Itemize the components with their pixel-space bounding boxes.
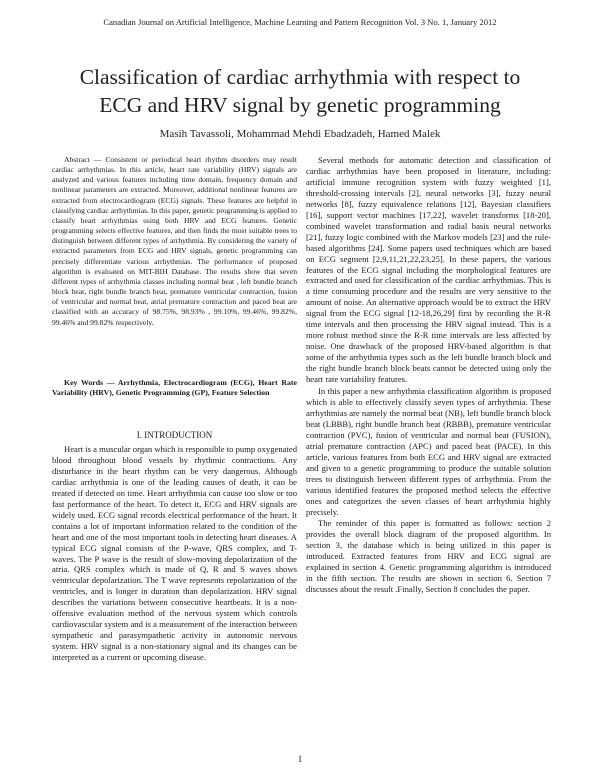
related-work-paragraph: Several methods for automatic detection and classification of cardiac arrhythmias have been proposed in literature, including: artificial immune recognition system with fuzzy weighted [1], threshold-crossing intervals [2], neural networks [3], fuzzy neural networks [8], fuzzy equivalence relations [12], Bayesian classifiers [16], support vector machines [17,22], wavelet transforms [18-20], combined wavelet transformation and radial basis neural networks [21], fuzzy logic combined with the Markov models [23] and the rule-based algorithms [24]. Some papers used techniques which are based on ECG segment [2,9,11,21,22,23,25]. In these papers, the various features of the ECG signal including the morphological features are extracted and used for classification of the cardiac arrhythmias. This is a time consuming procedure and the results are very sensitive to the amount of noise. An alternative approach would be to extract the HRV signal from the ECG signal [12-18,26,29] first by recording the R-R time intervals and then processing the HRV signal instead. This is a more robust method since the R-R time intervals are less affected by noise. One drawback of the proposed HRV-based algorithm is that some of the arrhythmia types such as the left bundle branch block and the right bundle branch block beats cannot be detected using only the heart rate variability features. — [306, 155, 551, 385]
abstract: Abstract — Consistent or periodical heart rhythm disorders may result cardiac arrhythmias. In this article, heart rate variability (HRV) signals are analyzed and various features including time domain, frequency domain and nonlinear parameters are extracted. Moreover, additional nonlinear features are extracted from electrocardiogram (ECG) signals. These features are helpful in classifying cardiac arrhythmias. In this paper, genetic programming is applied to classify heart arrhythmias using both HRV and ECG features. Genetic programming selects effective features, and then finds the most suitable trees to distinguish between different types of arrhythmia. By considering the variety of extracted parameters from ECG and HRV signals, genetic programming can precisely differentiate various arrhythmias. The performance of proposed algorithm is evaluated on MIT-BIH Database. The results show that seven different types of arrhythmia classes including normal beat , left bundle branch block beat, right bundle branch beat, premature ventricular contraction, fusion of ventricular and normal beat, atrial premature contraction and paced beat are classified with an accuracy of 98.75%, 98.93% , 99.10%, 99.46%, 99.82%, 99.46% and 99.82% respectively. — [52, 155, 297, 327]
paper-title — [40, 63, 560, 119]
left-column — [52, 155, 297, 663]
running-head: Canadian Journal on Artificial Intelligence, Machine Learning and Pattern Recognition Vol. 3 No. 1, January 2012 — [103, 17, 497, 27]
right-column — [306, 155, 551, 596]
proposed-method-paragraph: In this paper a new arrhythmia classification algorithm is proposed which is able to effectively classify seven types of arrhythmia. These arrhythmias are namely the normal beat (NB), left bundle branch block beat (LBBB), right bundle branch beat (RBBB), premature ventricular contraction (PVC), fusion of ventricular and normal beat (FUSION), atrial premature contraction (APC) and paced beat (PACE). In this article, various features from both ECG and HRV signal are extracted and given to a genetic programming to produce the suitable solution trees to distinguish between different types of arrhythmia. From the various identified features the proposed method selects the effective ones and categorizes the seven classes of heart arrhythmia highly precisely. — [306, 386, 551, 517]
title-line-1: Classification of cardiac arrhythmia with respect to — [79, 65, 521, 89]
page-number: 1 — [297, 754, 303, 764]
paper-outline-paragraph: The reminder of this paper is formatted as follows: section 2 provides the overall block diagram of the proposed algorithm. In section 3, the database which is being utilized in this paper is introduced. Extracted features from HRV and ECG signal are explained in section 4. Genetic programming algorithm is introduced in the fifth section. The results are shown in section 6. Section 7 discusses about the result .Finally, Section 8 concludes the paper. — [306, 518, 551, 595]
authors: Masih Tavassoli, Mohammad Mehdi Ebadzadeh, Hamed Malek — [159, 128, 441, 140]
title-line-2: ECG and HRV signal by genetic programming — [99, 93, 501, 117]
intro-paragraph: Heart is a muscular organ which is responsible to pump oxygenated blood throughout blood vessels by rhythmic contractions. Any disturbance in the heart rhythm can be very dangerous. Although cardiac arrhythmia is one of the leading causes of death, it can be treated if detected on time. Heart arrhythmia can cause too slow or too fast performance of the heart. To detect it, ECG and HRV signals are widely used. ECG signal records electrical performance of the heart. It contains a lot of important information related to the condition of the heart and one of the most important tools in detecting heart diseases. A typical ECG signal consists of the P-wave, QRS complex, and T-waves. The P wave is the result of slow-moving depolarization of the atria. QRS complex which is made of Q, R and S waves shows ventricular depolarization. The T wave represents repolarization of the ventricles, and is longer in duration than depolarization. HRV signal describes the variations between consecutive heartbeats. It is a non-offensive evaluation method of the nervous system which controls cardiovascular system and is a measurement of the interaction between sympathetic and parasympathetic activity in autonomic nervous system. HRV signal is a non-stationary signal and its changes can be interpreted as a current or upcoming disease. — [52, 444, 297, 663]
section-heading-introduction: I. INTRODUCTION — [136, 430, 213, 440]
keywords: Key Words — Arrhythmia, Electrocardiogram (ECG), Heart Rate Variability (HRV), Genetic Programming (GP), Feature Selection — [52, 378, 297, 398]
